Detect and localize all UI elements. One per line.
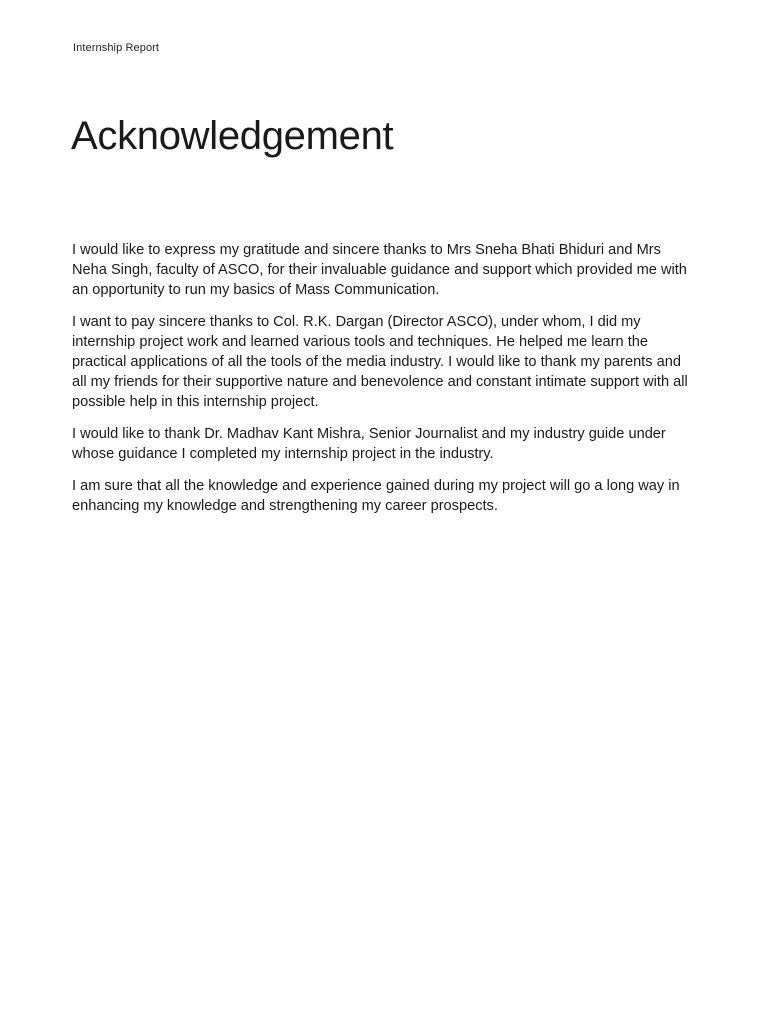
paragraph-director-thanks: I want to pay sincere thanks to Col. R.K. Dargan (Director ASCO), under whom, I did my internship project work and learned various tools and techniques. He helped me learn the practical applications of all the tools of the media industry. I would like to thank my parents and all my friends for their supportive nature and benevolence and constant intimate support with all possible help in this internship project.: [72, 314, 688, 410]
page-title: Acknowledgement: [71, 114, 394, 158]
paragraph-gratitude: I would like to express my gratitude and sincere thanks to Mrs Sneha Bhati Bhiduri and Mrs Neha Singh, faculty of ASCO, for their invaluable guidance and support which provided me with an opportunity to run my basics of Mass Communication.: [72, 242, 687, 298]
paragraph-industry-guide: I would like to thank Dr. Madhav Kant Mishra, Senior Journalist and my industry guide under whose guidance I completed my internship project in the industry.: [72, 426, 666, 462]
body-text: [72, 240, 694, 528]
running-header: Internship Report: [73, 42, 160, 54]
paragraph-closing: I am sure that all the knowledge and experience gained during my project will go a long way in enhancing my knowledge and strengthening my career prospects.: [72, 478, 680, 514]
